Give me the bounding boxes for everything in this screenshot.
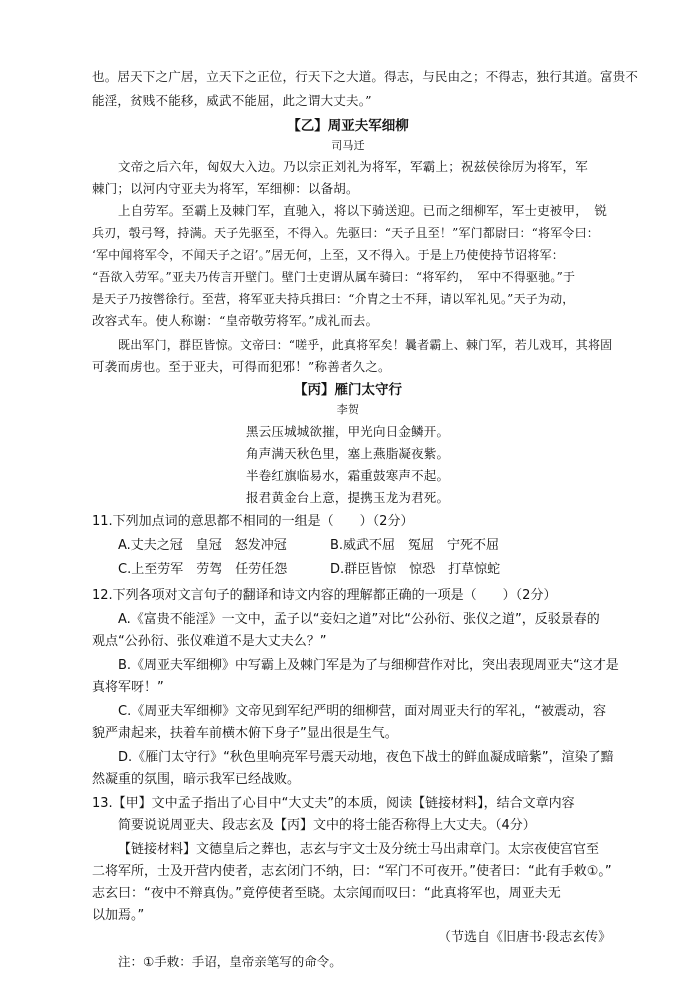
bing-line-4: 报君黄金台上意，提携玉龙为君死。: [246, 490, 450, 505]
bing-title: 【丙】雁门太守行: [294, 382, 402, 398]
bing-line-3: 半卷红旗临易水，霜重鼓寒声不起。: [246, 468, 450, 483]
yi-line-8: 改容式车。使人称谢：“皇帝敬劳将军。”成礼而去。: [92, 313, 379, 328]
yi-line-5: ‘军中闻将军令，不闻天子之诏’。”居无何，上至，又不得入。于是上乃使使持节诏将军：: [92, 248, 564, 262]
q12-b-line-1: B.《周亚夫军细柳》中写霸上及棘门军是为了与细柳营作对比，突出表现周亚夫“这才是: [118, 658, 619, 673]
q11-option-d: D.群臣皆惊 惊恐 打草惊蛇: [330, 562, 501, 577]
q12-d-line-2: 然凝重的氛围，暗示我军已经战败。: [92, 772, 301, 787]
q13-material-line-3: 志玄曰：“夜中不辩真伪。”竟停使者至晓。太宗闻而叹曰：“此真将军也，周亚夫无: [92, 886, 561, 901]
q12-d-line-1: D.《雁门太守行》“秋色里响亮军号震天动地，夜色下战士的鲜血凝成暗紫”，渲染了黯: [118, 750, 614, 765]
yi-line-6: “吾欲入劳军。”亚夫乃传言开壁门。壁门士吏谓从属车骑曰：“将军约， 军中不得驱驰。”于: [92, 270, 576, 284]
q13-material-line-4: 以加焉。”: [92, 908, 145, 923]
q13-material-line-1: 【链接材料】文德皇后之葬也，志玄与宇文士及分统士马出肃章门。太宗夜使宫官至: [118, 842, 600, 857]
jia-line-1: 也。居天下之广居，立天下之正位，行天下之大道。得志，与民由之；不得志，独行其道。富贵不: [92, 69, 639, 84]
q13-stem-line-1: 13.【甲】文中孟子指出了心目中“大丈夫”的本质，阅读【链接材料】，结合文章内容: [92, 796, 575, 811]
yi-line-10: 可袭而虏也。至于亚夫，可得而犯邪！”称善者久之。: [92, 359, 391, 374]
yi-line-7: 是天子乃按辔徐行。至营，将军亚夫持兵揖曰：“介胄之士不拜，请以军礼见。”天子为动，: [92, 292, 575, 306]
yi-line-3: 上自劳军。至霸上及棘门军，直驰入，将以下骑送迎。已而之细柳军，军士吏被甲， 锐: [118, 203, 608, 218]
yi-author: 司马迁: [331, 139, 365, 152]
bing-line-1: 黑云压城城欲摧，甲光向日金鳞开。: [246, 424, 450, 439]
q11-stem: 11.下列加点词的意思都不相同的一组是（ ）（2分）: [92, 514, 414, 529]
q11-option-b: B.威武不屈 冤屈 宁死不屈: [330, 538, 500, 553]
q12-c-line-1: C.《周亚夫军细柳》文帝见到军纪严明的细柳营，面对周亚夫行的军礼，“被震动，容: [118, 704, 606, 719]
yi-title: 【乙】周亚夫军细柳: [287, 118, 409, 134]
q11-option-c: C.上至劳军 劳驾 任劳任怨: [118, 562, 288, 577]
q13-stem-line-2: 简要说说周亚夫、段志玄及【丙】文中的将士能否称得上大丈夫。（4分）: [118, 818, 536, 833]
q12-stem: 12.下列各项对文言句子的翻译和诗文内容的理解都正确的一项是（ ）（2分）: [92, 588, 557, 603]
q12-a-line-1: A.《富贵不能淫》一文中，孟子以“妾妇之道”对比“公孙衍、张仪之道”，反驳景春的: [118, 612, 600, 627]
jia-line-2: 能淫，贫贱不能移，威武不能屈，此之谓大丈夫。”: [92, 93, 372, 108]
yi-line-9: 既出军门，群臣皆惊。文帝曰：“嗟乎，此真将军矣！曩者霸上、棘门军，若儿戏耳，其将固: [118, 338, 613, 352]
yi-line-4: 兵刃，彀弓弩，持满。天子先驱至，不得入。先驱曰：“天子且至！”军门都尉曰：“将军令曰：: [92, 226, 600, 240]
q11-option-a: A.丈夫之冠 皇冠 怒发冲冠: [118, 538, 287, 553]
yi-line-1: 文帝之后六年，匈奴大入边。乃以宗正刘礼为将军，军霸上；祝兹侯徐厉为将军，军: [118, 159, 588, 174]
q12-a-line-2: 观点“公孙衍、张仪难道不是大丈夫么？”: [92, 634, 327, 649]
yi-line-2: 棘门；以河内守亚夫为将军，军细柳：以备胡。: [92, 181, 359, 196]
q13-material-line-2: 二将军所，士及开营内使者，志玄闭门不纳，曰：“军门不可夜开。”使者曰：“此有手敕①。”: [92, 864, 612, 879]
bing-line-2: 角声满天秋色里，塞上燕脂凝夜紫。: [246, 446, 450, 461]
q13-footnote: 注：①手敕：手诏，皇帝亲笔写的命令。: [118, 954, 342, 969]
q12-b-line-2: 真将军呀！”: [92, 680, 164, 695]
bing-author: 李贺: [336, 403, 360, 416]
q13-source: （节选自《旧唐书·段志玄传》: [438, 930, 612, 945]
q12-c-line-2: 貌严肃起来，扶着车前横木俯下身子”显出很是生气。: [92, 726, 398, 741]
